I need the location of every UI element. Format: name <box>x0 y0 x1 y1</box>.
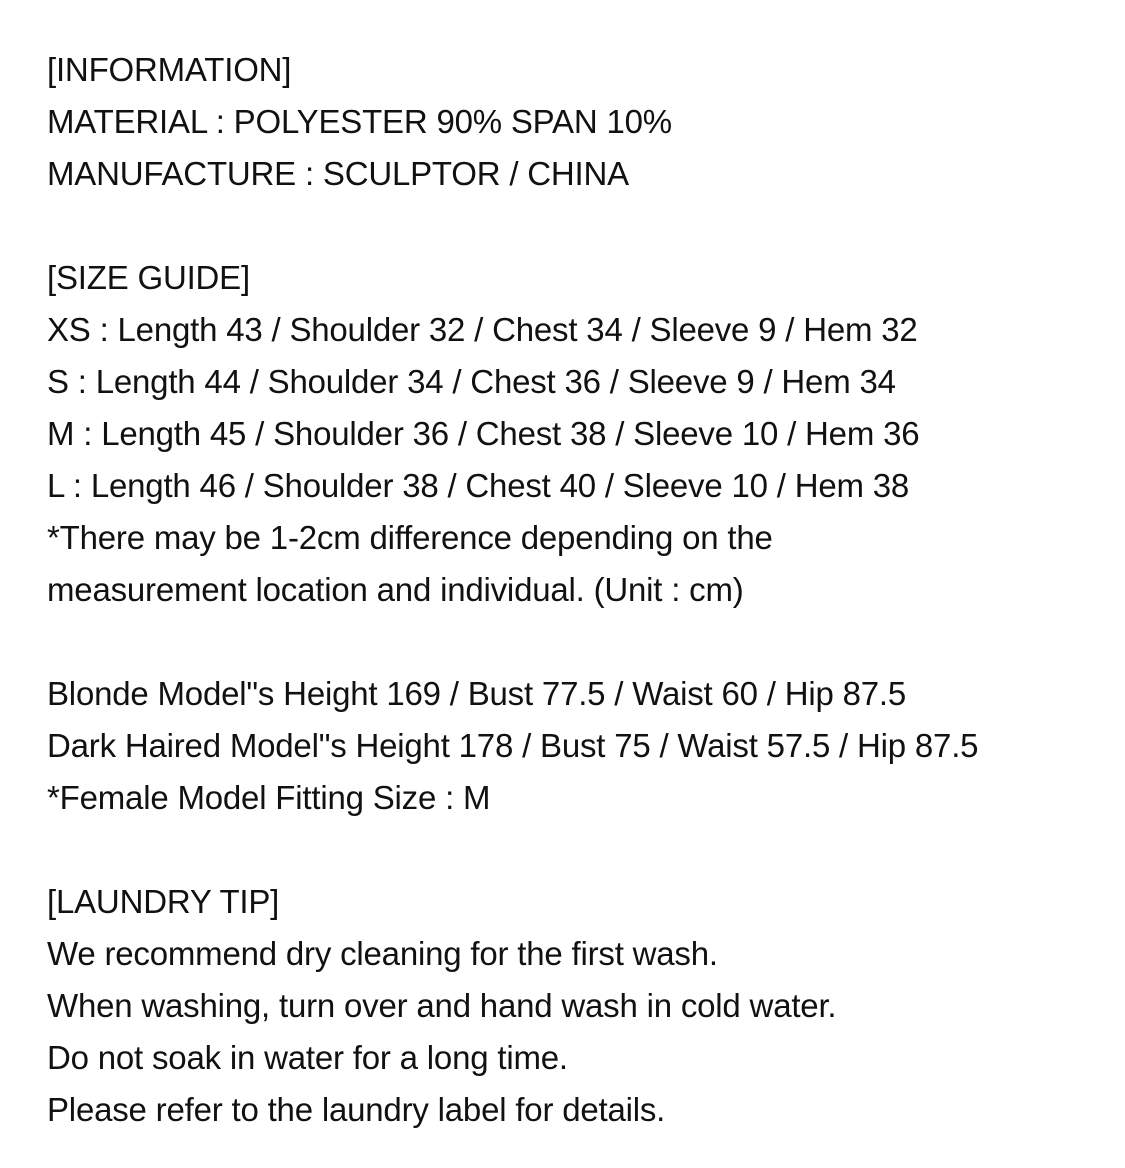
size-row-m: M : Length 45 / Shoulder 36 / Chest 38 / Sleeve 10 / Hem 36 <box>47 415 920 452</box>
size-guide-section <box>47 252 1117 616</box>
model-section <box>47 668 1117 824</box>
laundry-section <box>47 876 1117 1136</box>
manufacture-line: MANUFACTURE : SCULPTOR / CHINA <box>47 155 629 192</box>
size-note-line-2: measurement location and individual. (Unit : cm) <box>47 571 744 608</box>
blonde-model-measurements: Blonde Model"s Height 169 / Bust 77.5 / Waist 60 / Hip 87.5 <box>47 675 907 712</box>
dark-haired-model-measurements: Dark Haired Model"s Height 178 / Bust 75 / Waist 57.5 / Hip 87.5 <box>47 727 979 764</box>
information-heading: [INFORMATION] <box>47 51 292 88</box>
size-row-s: S : Length 44 / Shoulder 34 / Chest 36 / Sleeve 9 / Hem 34 <box>47 363 896 400</box>
laundry-tip-line: Do not soak in water for a long time. <box>47 1039 568 1076</box>
laundry-heading: [LAUNDRY TIP] <box>47 883 280 920</box>
material-line: MATERIAL : POLYESTER 90% SPAN 10% <box>47 103 672 140</box>
model-fitting-size: *Female Model Fitting Size : M <box>47 779 491 816</box>
size-guide-heading: [SIZE GUIDE] <box>47 259 250 296</box>
laundry-tip-line: We recommend dry cleaning for the first wash. <box>47 935 718 972</box>
size-row-xs: XS : Length 43 / Shoulder 32 / Chest 34 / Sleeve 9 / Hem 32 <box>47 311 918 348</box>
size-row-l: L : Length 46 / Shoulder 38 / Chest 40 / Sleeve 10 / Hem 38 <box>47 467 910 504</box>
section-spacer <box>47 200 1117 252</box>
section-spacer <box>47 616 1117 668</box>
section-spacer <box>47 824 1117 876</box>
size-note-line-1: *There may be 1-2cm difference depending on the <box>47 519 773 556</box>
laundry-tip-line: When washing, turn over and hand wash in cold water. <box>47 987 837 1024</box>
information-section <box>47 44 1117 200</box>
laundry-tip-line: Please refer to the laundry label for details. <box>47 1091 666 1128</box>
product-info-document <box>47 44 1117 1136</box>
